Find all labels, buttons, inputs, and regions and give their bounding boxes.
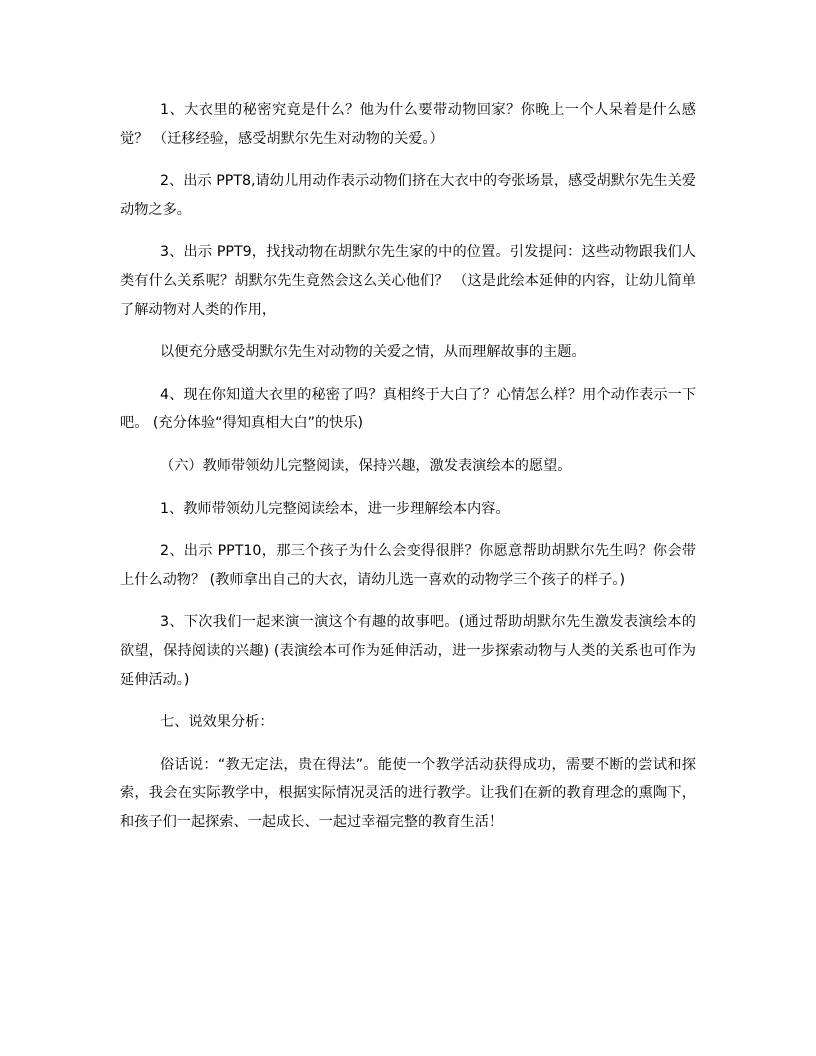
paragraph-ppt10: 2、出示 PPT10，那三个孩子为什么会变得很胖？你愿意帮助胡默尔先生吗？你会带上什么动物？ (教师拿出自己的大衣，请幼儿选一喜欢的动物学三个孩子的样子。) <box>120 543 696 588</box>
paragraph-ppt9: 3、出示 PPT9，找找动物在胡默尔先生家的中的位置。引发提问：这些动物跟我们人类有什么关系呢？胡默尔先生竟然会这么关心他们？ （这是此绘本延伸的内容，让幼儿简单了解动物对人类的作用， <box>120 244 696 318</box>
paragraph-theme: 以便充分感受胡默尔先生对动物的关爱之情，从而理解故事的主题。 <box>160 344 586 361</box>
paragraph-question-4: 4、现在你知道大衣里的秘密了吗？真相终于大白了？心情怎么样？用个动作表示一下吧。 (充分体验“得知真相大白”的快乐) <box>120 386 696 432</box>
section-heading-seven: 七、说效果分析： <box>160 714 274 731</box>
paragraph-performance: 3、下次我们一起来演一演这个有趣的故事吧。(通过帮助胡默尔先生激发表演绘本的欲望，保持阅读的兴趣) (表演绘本可作为延伸活动，进一步探索动物与人类的关系也可作为延伸活动。) <box>120 614 696 688</box>
paragraph-read-together: 1、教师带领幼儿完整阅读绘本，进一步理解绘本内容。 <box>160 500 510 517</box>
section-heading-six: （六）教师带领幼儿完整阅读，保持兴趣，激发表演绘本的愿望。 <box>160 457 572 474</box>
document-page <box>120 96 696 850</box>
paragraph-conclusion: 俗话说：“教无定法，贵在得法”。能使一个教学活动获得成功，需要不断的尝试和探索，我会在实际教学中，根据实际情况灵活的进行教学。让我们在新的教育理念的熏陶下，和孩子们一起探索、一起成长、一起过幸福完整的教育生活！ <box>120 756 696 830</box>
paragraph-question-1: 1、大衣里的秘密究竟是什么？他为什么要带动物回家？你晚上一个人呆着是什么感觉？ （迁移经验，感受胡默尔先生对动物的关爱。） <box>120 102 696 147</box>
paragraph-ppt8: 2、出示 PPT8,请幼儿用动作表示动物们挤在大衣中的夸张场景，感受胡默尔先生关爱动物之多。 <box>120 173 696 218</box>
